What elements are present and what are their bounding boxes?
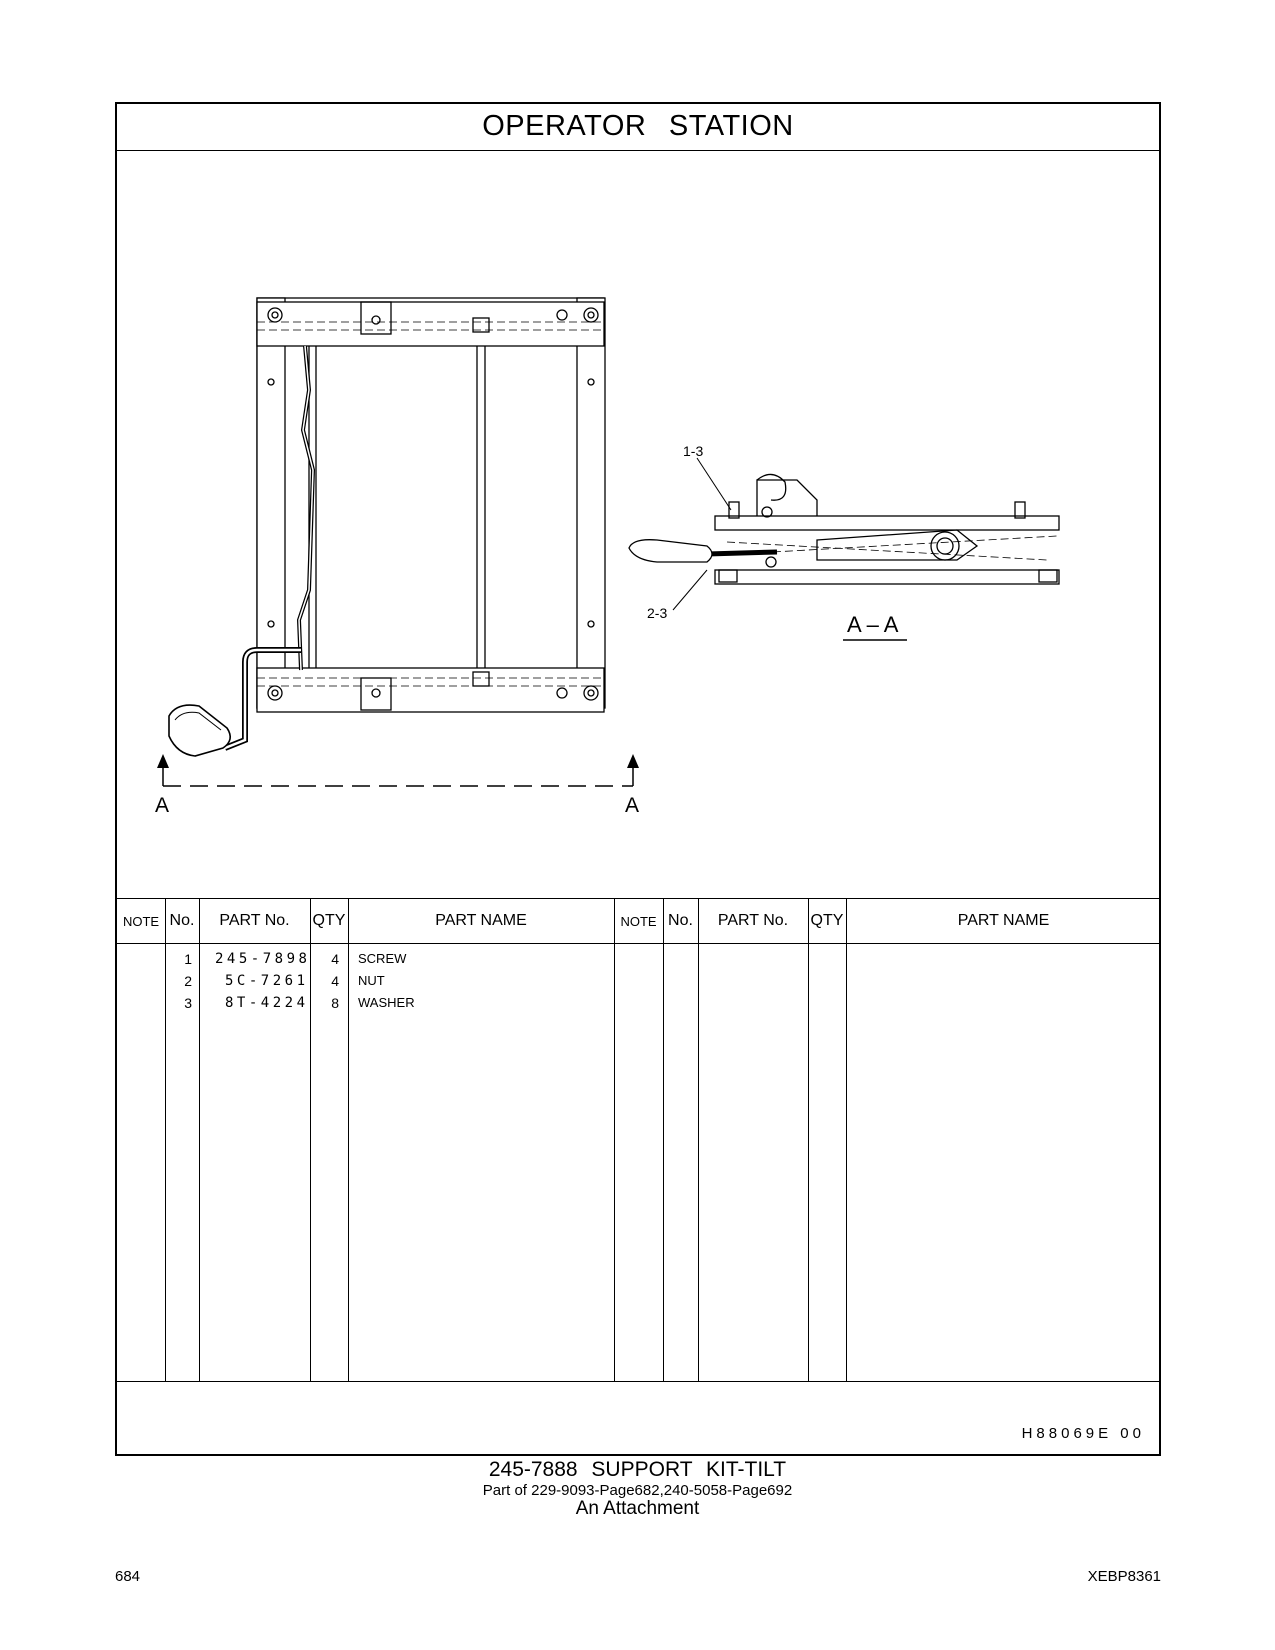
col-no-right: No. (668, 912, 693, 929)
row-2-part-no: 5C-7261 (225, 973, 309, 989)
col-no: No. (169, 912, 195, 929)
col-divider (663, 899, 664, 1381)
exploded-view-drawing (117, 150, 1159, 898)
col-divider (199, 899, 200, 1381)
section-mark-right: A (625, 794, 640, 817)
header-divider (117, 943, 1159, 944)
row-2-qty: 4 (331, 973, 339, 989)
callout-2-3: 2-3 (647, 605, 668, 621)
row-1-qty: 4 (331, 951, 339, 967)
parts-frame (115, 102, 1161, 1456)
row-3-qty: 8 (331, 995, 339, 1011)
parts-table (117, 898, 1159, 1382)
col-note: NOTE (122, 913, 160, 929)
col-note-right: NOTE (620, 913, 657, 929)
col-part-name: PART NAME (435, 912, 527, 929)
parts-illustration (117, 150, 1159, 898)
row-3-no: 3 (184, 995, 192, 1011)
title-row (117, 104, 1159, 151)
row-1-no: 1 (184, 951, 192, 967)
col-divider (310, 899, 311, 1381)
col-qty: QTY (312, 912, 346, 929)
col-divider (614, 899, 615, 1381)
section-mark-left: A (155, 794, 170, 817)
col-part-no-right: PART No. (717, 912, 789, 929)
page-number: 684 (115, 1568, 141, 1585)
col-divider (698, 899, 699, 1381)
assembly-reference: Part of 229-9093-Page682,240-5058-Page692 (482, 1482, 793, 1499)
assembly-type: An Attachment (575, 1498, 700, 1519)
col-part-name-right: PART NAME (957, 912, 1050, 929)
page-title: OPERATOR STATION (482, 110, 794, 142)
section-arrow-left-icon (157, 754, 169, 768)
row-2-name: NUT (358, 973, 385, 988)
row-3-part-no: 8T-4224 (225, 995, 309, 1011)
col-part-no: PART No. (219, 912, 290, 929)
col-divider (808, 899, 809, 1381)
col-qty-right: QTY (810, 912, 844, 929)
section-view-label: A – A (847, 612, 899, 637)
assembly-title: 245-7888 SUPPORT KIT-TILT (488, 1458, 787, 1481)
section-arrow-right-icon (627, 754, 639, 768)
row-2-no: 2 (184, 973, 192, 989)
callout-1-3: 1-3 (683, 443, 704, 459)
row-1-part-no: 245-7898 (215, 951, 311, 967)
row-3-name: WASHER (358, 995, 415, 1010)
row-1-name: SCREW (358, 951, 407, 966)
illustration-id: H88069E 00 (1021, 1425, 1145, 1442)
col-divider (165, 899, 166, 1381)
col-divider (348, 899, 349, 1381)
col-divider (846, 899, 847, 1381)
publication-number: XEBP8361 (1087, 1568, 1161, 1585)
